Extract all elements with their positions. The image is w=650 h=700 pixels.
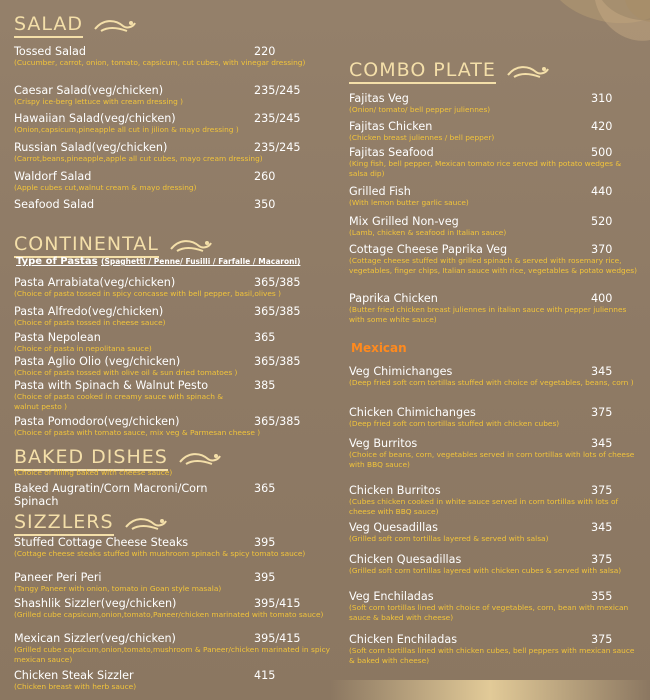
item-price: 345	[591, 365, 613, 378]
item-price: 365	[254, 331, 276, 344]
item-description: (Carrot,beans,pineapple,apple all cut cubes, mayo cream dressing)	[14, 154, 263, 163]
item-price: 395/415	[254, 597, 301, 610]
item-price: 235/245	[254, 141, 301, 154]
item-price: 365/385	[254, 276, 301, 289]
item-name: Grilled Fish	[349, 185, 411, 198]
menu-item	[14, 305, 330, 328]
pasta-types-list: (Spaghetti / Penne/ Fusilli / Farfalle / Macaroni)	[101, 257, 301, 266]
item-description: (Chicken breast juliennes / bell pepper)	[349, 133, 495, 142]
item-name: Chicken Steak Sizzler	[14, 669, 134, 682]
item-name: Pasta Pomodoro(veg/chicken)	[14, 415, 180, 428]
menu-item	[14, 669, 330, 692]
item-description: (Deep fried soft corn tortillas stuffed with chicken cubes)	[349, 419, 560, 428]
menu-item	[14, 379, 330, 411]
item-description: (Choice of pasta tossed in spicy concasse with bell pepper, basil,olives )	[14, 289, 282, 298]
section-title-mexican: Mexican	[351, 341, 407, 355]
menu-item	[349, 292, 639, 324]
item-description: (Butter fried chicken breast juliennes in italian sauce with pepper juliennes with some white sauce)	[349, 305, 627, 324]
item-name: Chicken Chimichanges	[349, 406, 476, 419]
item-price: 310	[591, 92, 613, 105]
menu-item	[349, 365, 639, 388]
item-price: 350	[254, 198, 276, 211]
item-description: (Grilled cube capsicum,onion,tomato,mushroom & Paneer/chicken marinated in spicy mexican sauce)	[14, 645, 331, 664]
combo-header	[349, 60, 550, 84]
item-name: Paprika Chicken	[349, 292, 438, 305]
item-name: Waldorf Salad	[14, 170, 92, 183]
item-description: (Onion,capsicum,pineapple all cut in jilion & mayo dressing )	[14, 125, 239, 134]
section-title-baked: BAKED DISHES	[14, 447, 168, 471]
item-price: 385	[254, 379, 276, 392]
item-name: Cottage Cheese Paprika Veg	[349, 243, 508, 256]
menu-item	[349, 215, 639, 238]
swirl-ornament-icon	[506, 63, 550, 81]
item-price: 235/245	[254, 84, 301, 97]
item-price: 370	[591, 243, 613, 256]
menu-item	[349, 437, 639, 469]
menu-item	[14, 198, 330, 211]
item-description: (Tangy Paneer with onion, tomato in Goan style masala)	[14, 584, 222, 593]
item-name: Mix Grilled Non-veg	[349, 215, 459, 228]
menu-item	[349, 521, 639, 544]
item-price: 235/245	[254, 112, 301, 125]
item-price: 415	[254, 669, 276, 682]
item-description: (Apple cubes cut,walnut cream & mayo dressing)	[14, 183, 197, 192]
item-price: 375	[591, 406, 613, 419]
menu-item	[14, 45, 330, 68]
menu-item	[349, 406, 639, 429]
item-description: (Choice of beans, corn, vegetables served in corn tortillas with lots of cheese with BBQ sauce)	[349, 450, 635, 469]
swirl-ornament-icon	[93, 17, 137, 35]
item-description: (With lemon butter garlic sauce)	[349, 198, 469, 207]
menu-item	[349, 484, 639, 516]
item-price: 345	[591, 437, 613, 450]
swirl-ornament-icon	[124, 515, 168, 533]
item-name: Fajitas Seafood	[349, 146, 434, 159]
menu-item	[349, 146, 639, 178]
item-price: 355	[591, 590, 613, 603]
menu-item	[349, 633, 639, 665]
menu-item	[14, 84, 330, 107]
item-name: Mexican Sizzler(veg/chicken)	[14, 632, 176, 645]
item-name: Veg Burritos	[349, 437, 418, 450]
item-name: Hawaiian Salad(veg/chicken)	[14, 112, 176, 125]
item-name: Fajitas Chicken	[349, 120, 433, 133]
menu-item	[14, 597, 330, 620]
menu-item	[349, 590, 639, 622]
item-description: (Choice of pasta cooked in creamy sauce with spinach & walnut pesto )	[14, 392, 224, 411]
item-name: Baked Augratin/Corn Macroni/Corn Spinach	[14, 482, 208, 508]
pasta-types-line	[16, 256, 300, 267]
menu-item	[14, 355, 330, 378]
item-description: (Onion/ tomato/ bell pepper juliennes)	[349, 105, 491, 114]
item-description: (Cubes chicken cooked in white sauce served in corn tortillas with lots of cheese with BBQ sauce)	[349, 497, 619, 516]
menu-item	[14, 276, 330, 299]
item-description: (King fish, bell pepper, Mexican tomato rice served with potato wedges & salsa dip)	[349, 159, 622, 178]
item-name: Veg Quesadillas	[349, 521, 438, 534]
item-description: (Choice of pasta tossed in cheese sauce)	[14, 318, 166, 327]
menu-item	[349, 120, 639, 143]
baked-note: (Choice of filling baked with cheese sauce)	[14, 468, 173, 477]
item-name: Pasta Alfredo(veg/chicken)	[14, 305, 164, 318]
item-description: (Choice of pasta with tomato sauce, mix veg & Parmesan cheese )	[14, 428, 261, 437]
item-name: Russian Salad(veg/chicken)	[14, 141, 168, 154]
menu-item	[14, 415, 330, 438]
item-name: Tossed Salad	[14, 45, 86, 58]
section-title-salad: SALAD	[14, 14, 83, 38]
item-price: 365/385	[254, 415, 301, 428]
item-price: 375	[591, 553, 613, 566]
item-price: 220	[254, 45, 276, 58]
item-price: 345	[591, 521, 613, 534]
item-price: 500	[591, 146, 613, 159]
menu-item	[349, 185, 639, 208]
menu-item	[349, 553, 639, 576]
item-description: (Grilled cube capsicum,onion,tomato,Paneer/chicken marinated with tomato sauce)	[14, 610, 324, 619]
item-price: 520	[591, 215, 613, 228]
pasta-types-label: Type of Pastas	[16, 256, 98, 267]
item-price: 395	[254, 536, 276, 549]
item-description: (Grilled soft corn tortillas layered & served with salsa)	[349, 534, 549, 543]
swirl-ornament-icon	[178, 450, 222, 468]
item-price: 260	[254, 170, 276, 183]
leaf-decoration-icon	[540, 0, 650, 60]
item-description: (Lamb, chicken & seafood in Italian sauce)	[349, 228, 507, 237]
swirl-ornament-icon	[169, 237, 213, 255]
item-name: Chicken Burritos	[349, 484, 441, 497]
menu-item	[14, 331, 330, 354]
item-description: (Soft corn tortillas lined with chicken cubes, bell peppers with mexican sauce & baked with cheese)	[349, 646, 635, 665]
section-title-continental: CONTINENTAL	[14, 234, 159, 258]
menu-item	[14, 141, 330, 164]
bottom-glow	[330, 680, 650, 700]
item-price: 400	[591, 292, 613, 305]
item-name: Seafood Salad	[14, 198, 95, 211]
item-price: 440	[591, 185, 613, 198]
menu-item	[349, 243, 639, 275]
section-title-combo: COMBO PLATE	[349, 60, 496, 84]
item-price: 375	[591, 633, 613, 646]
menu-item	[14, 571, 330, 594]
section-title-sizzlers: SIZZLERS	[14, 512, 114, 536]
item-name: Shashlik Sizzler(veg/chicken)	[14, 597, 177, 610]
item-description: (Grilled soft corn tortillas layered with chicken cubes & served with salsa)	[349, 566, 622, 575]
item-name: Fajitas Veg	[349, 92, 409, 105]
item-name: Chicken Enchiladas	[349, 633, 458, 646]
menu-item	[349, 92, 639, 115]
item-price: 420	[591, 120, 613, 133]
item-name: Pasta Aglio Olio (veg/chicken)	[14, 355, 181, 368]
menu-item	[14, 536, 330, 559]
item-name: Paneer Peri Peri	[14, 571, 102, 584]
item-description: (Choice of pasta in nepolitana sauce)	[14, 344, 152, 353]
item-name: Caesar Salad(veg/chicken)	[14, 84, 164, 97]
item-name: Pasta Arrabiata(veg/chicken)	[14, 276, 176, 289]
sizzlers-header	[14, 512, 168, 536]
item-description: (Chicken breast with herb sauce)	[14, 682, 137, 691]
item-description: (Cottage cheese stuffed with grilled spinach & served with rosemary rice, vegetables, finger chips, Italian sauce with rice, vegetables & potato wedges)	[349, 256, 638, 275]
item-description: (Choice of pasta tossed with olive oil & sun dried tomatoes )	[14, 368, 238, 377]
item-price: 395	[254, 571, 276, 584]
item-price: 365/385	[254, 305, 301, 318]
salad-header	[14, 14, 137, 38]
item-name: Veg Enchiladas	[349, 590, 434, 603]
item-name: Veg Chimichanges	[349, 365, 453, 378]
item-name: Pasta Nepolean	[14, 331, 101, 344]
item-name: Stuffed Cottage Cheese Steaks	[14, 536, 189, 549]
item-description: (Soft corn tortillas lined with choice of vegetables, corn, bean with mexican sauce & baked with cheese)	[349, 603, 629, 622]
menu-item	[14, 112, 330, 135]
item-price: 395/415	[254, 632, 301, 645]
item-price: 375	[591, 484, 613, 497]
item-price: 365	[254, 482, 276, 495]
menu-item	[14, 482, 330, 508]
item-description: (Deep fried soft corn tortillas stuffed with choice of vegetables, beans, corn )	[349, 378, 634, 387]
menu-item	[14, 170, 330, 193]
item-price: 365/385	[254, 355, 301, 368]
item-name: Pasta with Spinach & Walnut Pesto	[14, 379, 209, 392]
menu-item	[14, 632, 330, 664]
item-description: (Crispy ice-berg lettuce with cream dressing )	[14, 97, 184, 106]
continental-header	[14, 234, 213, 258]
item-name: Chicken Quesadillas	[349, 553, 462, 566]
item-description: (Cottage cheese steaks stuffed with mushroom spinach & spicy tomato sauce)	[14, 549, 306, 558]
item-description: (Cucumber, carrot, onion, tomato, capsicum, cut cubes, with vinegar dressing)	[14, 58, 306, 67]
